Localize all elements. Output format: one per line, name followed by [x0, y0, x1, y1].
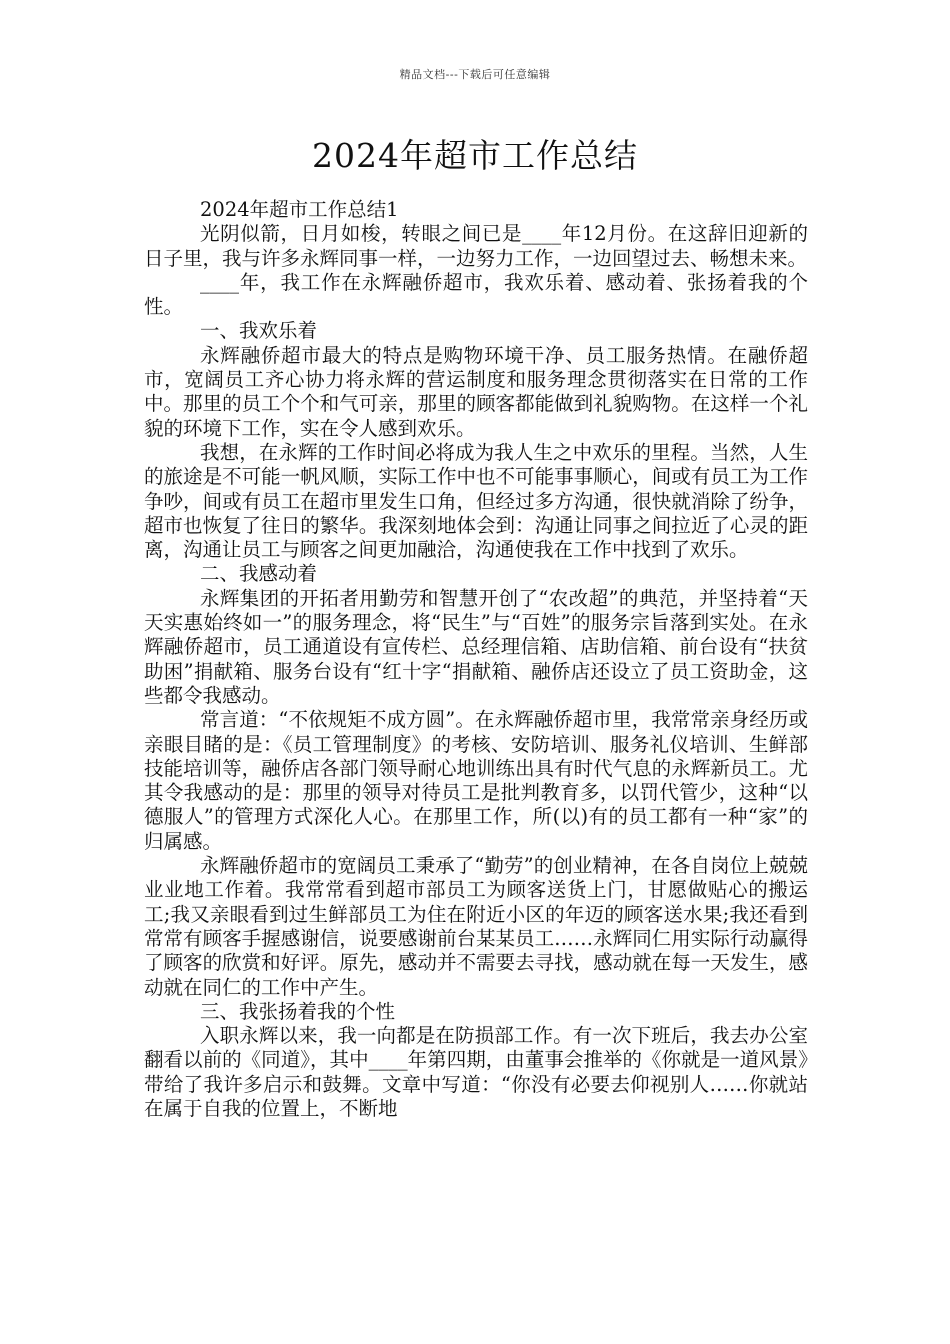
body-paragraph: ____年，我工作在永辉融侨超市，我欢乐着、感动着、张扬着我的个性。 [144, 270, 808, 319]
page-header: 精品文档---下载后可任意编辑 [399, 68, 551, 81]
section-heading: 一、我欢乐着 [200, 319, 318, 343]
body-paragraph: 永辉集团的开拓者用勤劳和智慧开创了“农改超”的典范，并坚持着“天天实惠始终如一”的服务理念，将“民生”与“百姓”的服务宗旨落到实处。在永辉融侨超市，员工通道设有宣传栏、总经理信箱、店助信箱、前台设有“扶贫助困”捐献箱、服务台设有“红十字“捐献箱、融侨店还设立了员工资助金，这些都令我感动。 [144, 586, 808, 707]
section-heading: 三、我张扬着我的个性 [200, 999, 396, 1023]
subtitle-paragraph: 2024年超市工作总结1 [200, 198, 399, 221]
section-heading: 二、我感动着 [200, 562, 318, 586]
body-paragraph: 永辉融侨超市的宽阔员工秉承了“勤劳”的创业精神，在各自岗位上兢兢业业地工作着。我常常看到超市部员工为顾客送货上门，甘愿做贴心的搬运工;我又亲眼看到过生鲜部员工为住在附近小区的年迈的顾客送水果;我还看到常常有顾客手握感谢信，说要感谢前台某某员工……永辉同仁用实际行动赢得了顾客的欣赏和好评。原先，感动并不需要去寻找，感动就在每一天发生，感动就在同仁的工作中产生。 [144, 854, 808, 999]
document-body [144, 198, 808, 1121]
body-paragraph: 我想，在永辉的工作时间必将成为我人生之中欢乐的里程。当然，人生的旅途是不可能一帆风顺，实际工作中也不可能事事顺心，间或有员工为工作争吵，间或有员工在超市里发生口角，但经过多方沟通，很快就消除了纷争，超市也恢复了往日的繁华。我深刻地体会到：沟通让同事之间拉近了心灵的距离，沟通让员工与顾客之间更加融洽，沟通使我在工作中找到了欢乐。 [144, 440, 808, 562]
body-paragraph: 常言道：“不依规矩不成方圆”。在永辉融侨超市里，我常常亲身经历或亲眼目睹的是：《员工管理制度》的考核、安防培训、服务礼仪培训、生鲜部技能培训等，融侨店各部门领导耐心地训练出具有时代气息的永辉新员工。尤其令我感动的是：那里的领导对待员工是批判教育多，以罚代管少，这种“以德服人”的管理方式深化人心。在那里工作，所(以)有的员工都有一种“家”的归属感。 [144, 708, 808, 853]
body-paragraph: 永辉融侨超市最大的特点是购物环境干净、员工服务热情。在融侨超市，宽阔员工齐心协力将永辉的营运制度和服务理念贯彻落实在日常的工作中。那里的员工个个和气可亲，那里的顾客都能做到礼貌购物。在这样一个礼貌的环境下工作，实在令人感到欢乐。 [144, 343, 808, 440]
body-paragraph: 入职永辉以来，我一向都是在防损部工作。有一次下班后，我去办公室翻看以前的《同道》，其中____年第四期，由董事会推举的《你就是一道风景》带给了我许多启示和鼓舞。文章中写道：“你没有必要去仰视别人……你就站在属于自我的位置上，不断地 [144, 1024, 808, 1120]
document-title: 2024年超市工作总结 [312, 136, 638, 175]
body-paragraph: 光阴似箭，日月如梭，转眼之间已是____年12月份。在这辞旧迎新的日子里，我与许多永辉同事一样，一边努力工作，一边回望过去、畅想未来。 [144, 222, 808, 270]
